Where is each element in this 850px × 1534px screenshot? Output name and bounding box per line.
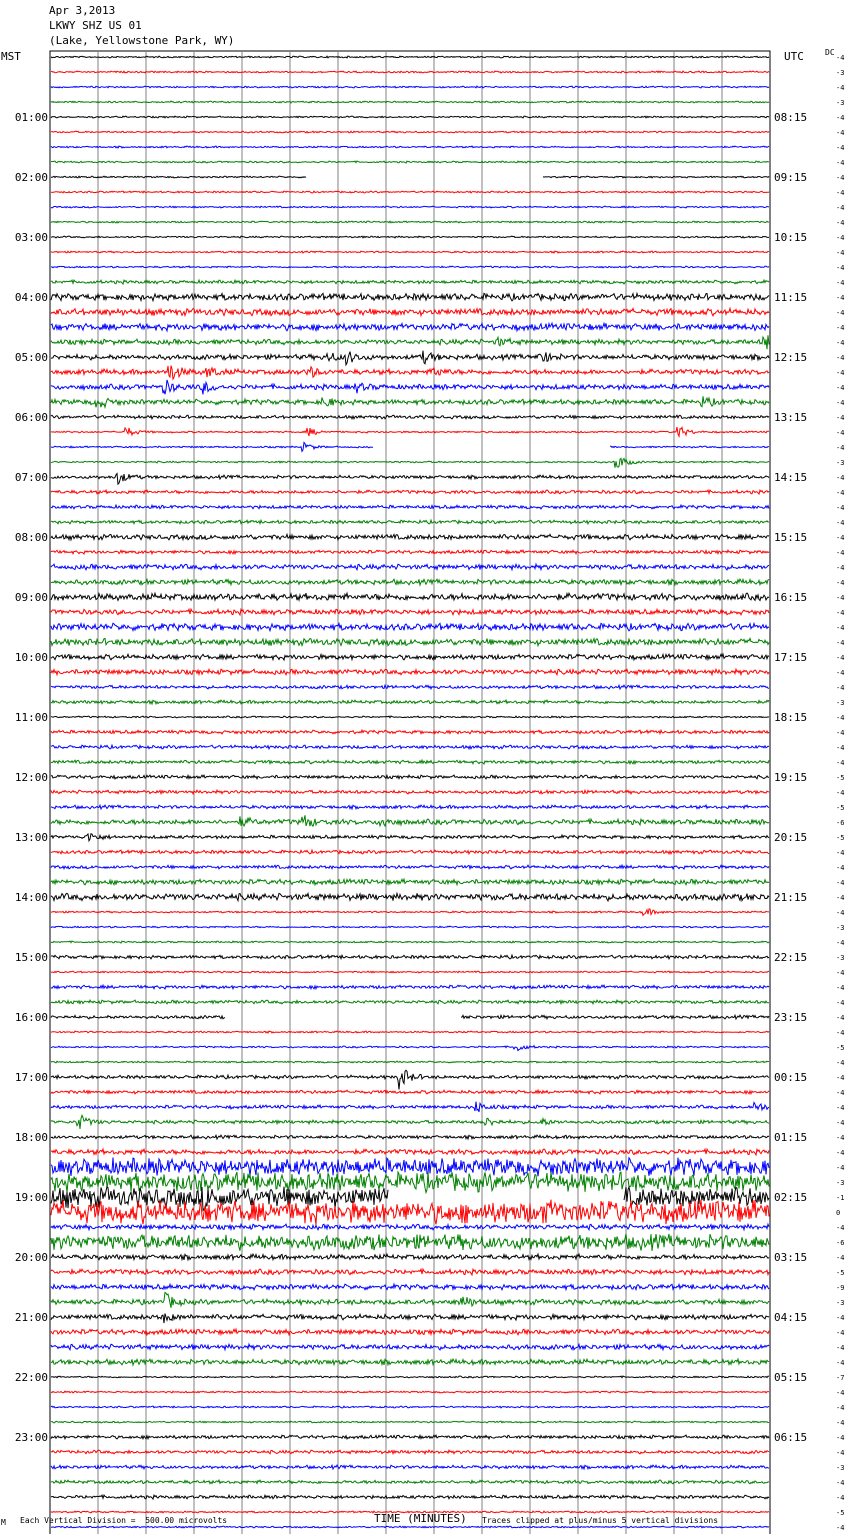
- trace-blue: [51, 1406, 769, 1408]
- left-hour-label: 19:00: [14, 1191, 48, 1204]
- left-hour-label: 20:00: [14, 1251, 48, 1264]
- right-hour-label: 13:15: [774, 411, 808, 424]
- trace-green: [51, 221, 769, 223]
- left-hour-label: 21:00: [14, 1311, 48, 1324]
- right-hour-label: 00:15: [774, 1071, 808, 1084]
- trace-green: [51, 1061, 769, 1063]
- trace-blue: [51, 1526, 769, 1528]
- row-offset-label: -9: [836, 1284, 845, 1292]
- trace-blue: [51, 985, 769, 989]
- row-offset-label: -4: [836, 129, 845, 137]
- row-offset-label: -4: [836, 429, 845, 437]
- row-offset-label: -3: [836, 1299, 845, 1307]
- trace-black: [51, 955, 769, 959]
- trace-green: [51, 1293, 769, 1308]
- row-offset-label: -4: [836, 894, 845, 902]
- trace-black: [51, 893, 769, 901]
- trace-blue: [51, 865, 769, 869]
- trace-green: [51, 941, 769, 943]
- row-offset-label: -4: [836, 144, 845, 152]
- row-offset-label: -4: [836, 1419, 845, 1427]
- trace-black: [51, 176, 306, 178]
- row-offset-label: -4: [836, 1479, 845, 1487]
- row-offset-label: -3: [836, 459, 845, 467]
- trace-black: [461, 1015, 769, 1019]
- right-hour-label: 05:15: [774, 1371, 808, 1384]
- row-offset-label: -3: [836, 99, 845, 107]
- trace-red: [51, 609, 769, 615]
- row-offset-label: -4: [836, 84, 845, 92]
- row-offset-label: -4: [836, 1389, 845, 1397]
- trace-black: [51, 775, 769, 779]
- row-offset-label: -4: [836, 654, 845, 662]
- row-offset-label: -4: [836, 759, 845, 767]
- right-hour-label: 17:15: [774, 651, 808, 664]
- trace-blue: [51, 1102, 769, 1112]
- left-hour-label: 05:00: [14, 351, 48, 364]
- trace-red: [51, 971, 769, 973]
- record-date: Apr 3,2013: [49, 4, 116, 17]
- row-offset-label: -4: [836, 1134, 845, 1142]
- trace-blue: [51, 266, 769, 268]
- left-hour-label: 11:00: [14, 711, 48, 724]
- trace-blue: [51, 380, 769, 395]
- trace-green: [51, 1000, 769, 1004]
- row-offset-label: -3: [836, 1464, 845, 1472]
- trace-black: [51, 474, 769, 485]
- station-code: LKWY SHZ US 01: [49, 19, 142, 32]
- row-offset-label: -5: [836, 834, 845, 842]
- row-offset-label: -4: [836, 399, 845, 407]
- row-offset-label: -4: [836, 1059, 845, 1067]
- trace-blue: [51, 564, 769, 570]
- left-hour-label: 12:00: [14, 771, 48, 784]
- left-hour-label: 08:00: [14, 531, 48, 544]
- row-offset-label: -4: [836, 684, 845, 692]
- row-offset-label: -4: [836, 1119, 845, 1127]
- row-offset-label: -4: [836, 174, 845, 182]
- row-offset-label: -4: [836, 534, 845, 542]
- right-timezone: UTC: [784, 50, 804, 63]
- row-offset-label: -4: [836, 114, 845, 122]
- right-hour-label: 19:15: [774, 771, 808, 784]
- trace-black: [543, 176, 769, 178]
- trace-black: [51, 1015, 225, 1019]
- trace-blue: [51, 745, 769, 749]
- trace-green: [51, 280, 769, 284]
- trace-black: [51, 834, 769, 841]
- trace-green: [51, 638, 769, 645]
- trace-red: [51, 669, 769, 675]
- trace-green: [51, 579, 769, 585]
- trace-black: [51, 1376, 769, 1378]
- trace-green: [51, 396, 769, 407]
- right-hour-label: 11:15: [774, 291, 808, 304]
- trace-blue: [51, 1224, 769, 1230]
- row-offset-label: -4: [836, 474, 845, 482]
- row-offset-label: -5: [836, 1509, 845, 1517]
- trace-black: [51, 293, 769, 301]
- row-offset-label: -3: [836, 1179, 845, 1187]
- dc-label: DC: [825, 48, 835, 57]
- trace-blue: [51, 623, 769, 631]
- row-offset-label: -4: [836, 849, 845, 857]
- trace-blue: [51, 926, 769, 928]
- trace-red: [51, 1329, 769, 1335]
- trace-red: [51, 1391, 769, 1393]
- row-offset-label: -4: [836, 519, 845, 527]
- trace-red: [51, 366, 769, 380]
- row-offset-label: -4: [836, 624, 845, 632]
- left-hour-label: 18:00: [14, 1131, 48, 1144]
- left-hour-label: 09:00: [14, 591, 48, 604]
- right-hour-label: 03:15: [774, 1251, 808, 1264]
- trace-blue: [51, 442, 373, 451]
- trace-red: [51, 1200, 769, 1225]
- trace-red: [51, 1031, 769, 1033]
- clip-note: Traces clipped at plus/minus 5 vertical divisions: [482, 1516, 719, 1525]
- right-hour-label: 15:15: [774, 531, 808, 544]
- station-location: (Lake, Yellowstone Park, WY): [49, 34, 235, 47]
- trace-green: [51, 1421, 769, 1423]
- row-offset-label: -4: [836, 234, 845, 242]
- row-offset-label: -4: [836, 1524, 845, 1532]
- trace-blue: [51, 1046, 769, 1051]
- row-offset-label: -4: [836, 1314, 845, 1322]
- row-offset-label: -4: [836, 789, 845, 797]
- row-offset-label: -4: [836, 369, 845, 377]
- right-hour-label: 12:15: [774, 351, 808, 364]
- right-hour-label: 10:15: [774, 231, 808, 244]
- trace-black: [51, 236, 769, 238]
- trace-green: [51, 1234, 769, 1251]
- left-hour-label: 07:00: [14, 471, 48, 484]
- left-hour-label: 23:00: [14, 1431, 48, 1444]
- row-offset-label: -4: [836, 264, 845, 272]
- row-offset-label: -4: [836, 339, 845, 347]
- right-hour-label: 20:15: [774, 831, 808, 844]
- trace-blue: [51, 146, 769, 148]
- trace-black: [51, 534, 769, 540]
- row-offset-label: -4: [836, 294, 845, 302]
- trace-red: [51, 71, 769, 73]
- row-offset-label: -4: [836, 729, 845, 737]
- trace-blue: [610, 446, 769, 448]
- trace-blue: [51, 86, 769, 88]
- trace-green: [51, 815, 769, 826]
- row-offset-label: -4: [836, 1344, 845, 1352]
- trace-green: [51, 760, 769, 764]
- row-offset-label: -4: [836, 1029, 845, 1037]
- trace-green: [51, 1480, 769, 1484]
- left-hour-label: 02:00: [14, 171, 48, 184]
- row-offset-label: -4: [836, 1089, 845, 1097]
- trace-black: [51, 1495, 769, 1499]
- trace-red: [51, 1090, 769, 1094]
- trace-blue: [51, 805, 769, 809]
- row-offset-label: -4: [836, 159, 845, 167]
- row-offset-label: -4: [836, 1359, 845, 1367]
- left-timezone: MST: [1, 50, 21, 63]
- left-hour-label: 13:00: [14, 831, 48, 844]
- trace-red: [51, 1450, 769, 1454]
- trace-green: [51, 458, 769, 467]
- row-offset-label: -4: [836, 1104, 845, 1112]
- row-offset-label: -4: [836, 504, 845, 512]
- trace-green: [51, 335, 769, 349]
- row-offset-label: -4: [836, 1494, 845, 1502]
- row-offset-label: -4: [836, 564, 845, 572]
- row-offset-label: -4: [836, 189, 845, 197]
- row-offset-label: -4: [836, 489, 845, 497]
- row-offset-label: -6: [836, 1239, 845, 1247]
- trace-black: [51, 415, 769, 419]
- trace-green: [51, 520, 769, 524]
- row-offset-label: -4: [836, 1149, 845, 1157]
- row-offset-label: -4: [836, 909, 845, 917]
- row-offset-label: -3: [836, 69, 845, 77]
- scale-note: Each Vertical Division = 500.00 microvolts: [20, 1516, 228, 1525]
- trace-red: [51, 308, 769, 315]
- row-offset-label: -4: [836, 939, 845, 947]
- trace-blue: [51, 1465, 769, 1469]
- trace-blue: [51, 685, 769, 689]
- row-offset-label: -7: [836, 1374, 845, 1382]
- trace-red: [51, 427, 769, 436]
- trace-black: [51, 1070, 769, 1089]
- row-offset-label: -4: [836, 639, 845, 647]
- trace-red: [51, 251, 769, 253]
- row-offset-label: -4: [836, 579, 845, 587]
- row-offset-label: -3: [836, 924, 845, 932]
- row-offset-label: -4: [836, 999, 845, 1007]
- row-offset-label: -5: [836, 1269, 845, 1277]
- trace-blue: [51, 206, 769, 208]
- row-offset-label: -4: [836, 969, 845, 977]
- left-hour-label: 14:00: [14, 891, 48, 904]
- trace-green: [51, 1115, 769, 1129]
- trace-black: [51, 1254, 769, 1260]
- right-hour-label: 22:15: [774, 951, 808, 964]
- row-offset-label: -4: [836, 444, 845, 452]
- row-offset-label: -4: [836, 204, 845, 212]
- row-offset-label: -4: [836, 879, 845, 887]
- row-offset-label: -3: [836, 699, 845, 707]
- trace-red: [51, 850, 769, 854]
- trace-black: [51, 1435, 769, 1439]
- row-offset-label: -4: [836, 309, 845, 317]
- trace-green: [51, 161, 769, 163]
- left-hour-label: 01:00: [14, 111, 48, 124]
- row-offset-label: -4: [836, 54, 845, 62]
- row-offset-label: -5: [836, 774, 845, 782]
- row-offset-label: -4: [836, 1074, 845, 1082]
- trace-red: [51, 550, 769, 554]
- trace-blue: [51, 1284, 769, 1290]
- row-offset-label: -4: [836, 594, 845, 602]
- trace-green: [51, 1359, 769, 1365]
- row-offset-label: -4: [836, 669, 845, 677]
- row-offset-label: -4: [836, 279, 845, 287]
- row-offset-label: -1: [836, 1194, 845, 1202]
- scale-marker: M: [1, 1518, 6, 1527]
- row-offset-label: -4: [836, 1434, 845, 1442]
- row-offset-label: -4: [836, 1014, 845, 1022]
- row-offset-label: -4: [836, 549, 845, 557]
- row-offset-label: -4: [836, 219, 845, 227]
- trace-green: [51, 101, 769, 103]
- row-offset-label: -3: [836, 954, 845, 962]
- right-hour-label: 18:15: [774, 711, 808, 724]
- trace-blue: [51, 1344, 769, 1350]
- row-offset-label: -4: [836, 984, 845, 992]
- right-hour-label: 08:15: [774, 111, 808, 124]
- trace-red: [51, 490, 769, 494]
- trace-red: [51, 730, 769, 734]
- left-hour-label: 04:00: [14, 291, 48, 304]
- trace-black: [51, 1314, 769, 1324]
- left-hour-label: 06:00: [14, 411, 48, 424]
- x-axis-title: TIME (MINUTES): [374, 1512, 467, 1525]
- row-offset-label: -5: [836, 804, 845, 812]
- trace-black: [51, 351, 769, 365]
- right-hour-label: 04:15: [774, 1311, 808, 1324]
- row-offset-label: -4: [836, 1254, 845, 1262]
- row-offset-label: -4: [836, 384, 845, 392]
- trace-black: [624, 1187, 769, 1206]
- row-offset-label: -4: [836, 744, 845, 752]
- right-hour-label: 06:15: [774, 1431, 808, 1444]
- row-offset-label: -4: [836, 1449, 845, 1457]
- row-offset-label: -4: [836, 354, 845, 362]
- left-hour-label: 16:00: [14, 1011, 48, 1024]
- row-offset-label: -4: [836, 609, 845, 617]
- trace-black: [51, 56, 769, 58]
- row-offset-label: -4: [836, 414, 845, 422]
- left-hour-label: 22:00: [14, 1371, 48, 1384]
- trace-black: [51, 116, 769, 118]
- row-offset-label: -4: [836, 1329, 845, 1337]
- trace-blue: [51, 505, 769, 509]
- trace-red: [51, 131, 769, 133]
- trace-black: [51, 1135, 769, 1139]
- right-hour-label: 01:15: [774, 1131, 808, 1144]
- trace-black: [51, 654, 769, 660]
- right-hour-label: 14:15: [774, 471, 808, 484]
- right-hour-label: 02:15: [774, 1191, 808, 1204]
- right-hour-label: 21:15: [774, 891, 808, 904]
- trace-green: [51, 879, 769, 885]
- trace-black: [51, 716, 769, 718]
- right-hour-label: 09:15: [774, 171, 808, 184]
- row-offset-label: -4: [836, 714, 845, 722]
- left-hour-label: 15:00: [14, 951, 48, 964]
- row-offset-label: -4: [836, 1164, 845, 1172]
- row-offset-label: -4: [836, 1404, 845, 1412]
- row-offset-label: -4: [836, 864, 845, 872]
- trace-black: [51, 593, 769, 600]
- trace-red: [51, 191, 769, 193]
- row-offset-label: -4: [836, 1224, 845, 1232]
- row-offset-label: -6: [836, 819, 845, 827]
- trace-green: [51, 700, 769, 704]
- trace-red: [51, 909, 769, 915]
- right-hour-label: 16:15: [774, 591, 808, 604]
- left-hour-label: 10:00: [14, 651, 48, 664]
- right-hour-label: 23:15: [774, 1011, 808, 1024]
- left-hour-label: 17:00: [14, 1071, 48, 1084]
- trace-blue: [51, 323, 769, 331]
- row-offset-label: 0: [836, 1209, 841, 1217]
- row-offset-label: -4: [836, 249, 845, 257]
- row-offset-label: -4: [836, 324, 845, 332]
- left-hour-label: 03:00: [14, 231, 48, 244]
- trace-red: [51, 790, 769, 794]
- trace-red: [51, 1269, 769, 1275]
- trace-blue: [51, 1158, 769, 1177]
- trace-red: [51, 1149, 769, 1155]
- row-offset-label: -5: [836, 1044, 845, 1052]
